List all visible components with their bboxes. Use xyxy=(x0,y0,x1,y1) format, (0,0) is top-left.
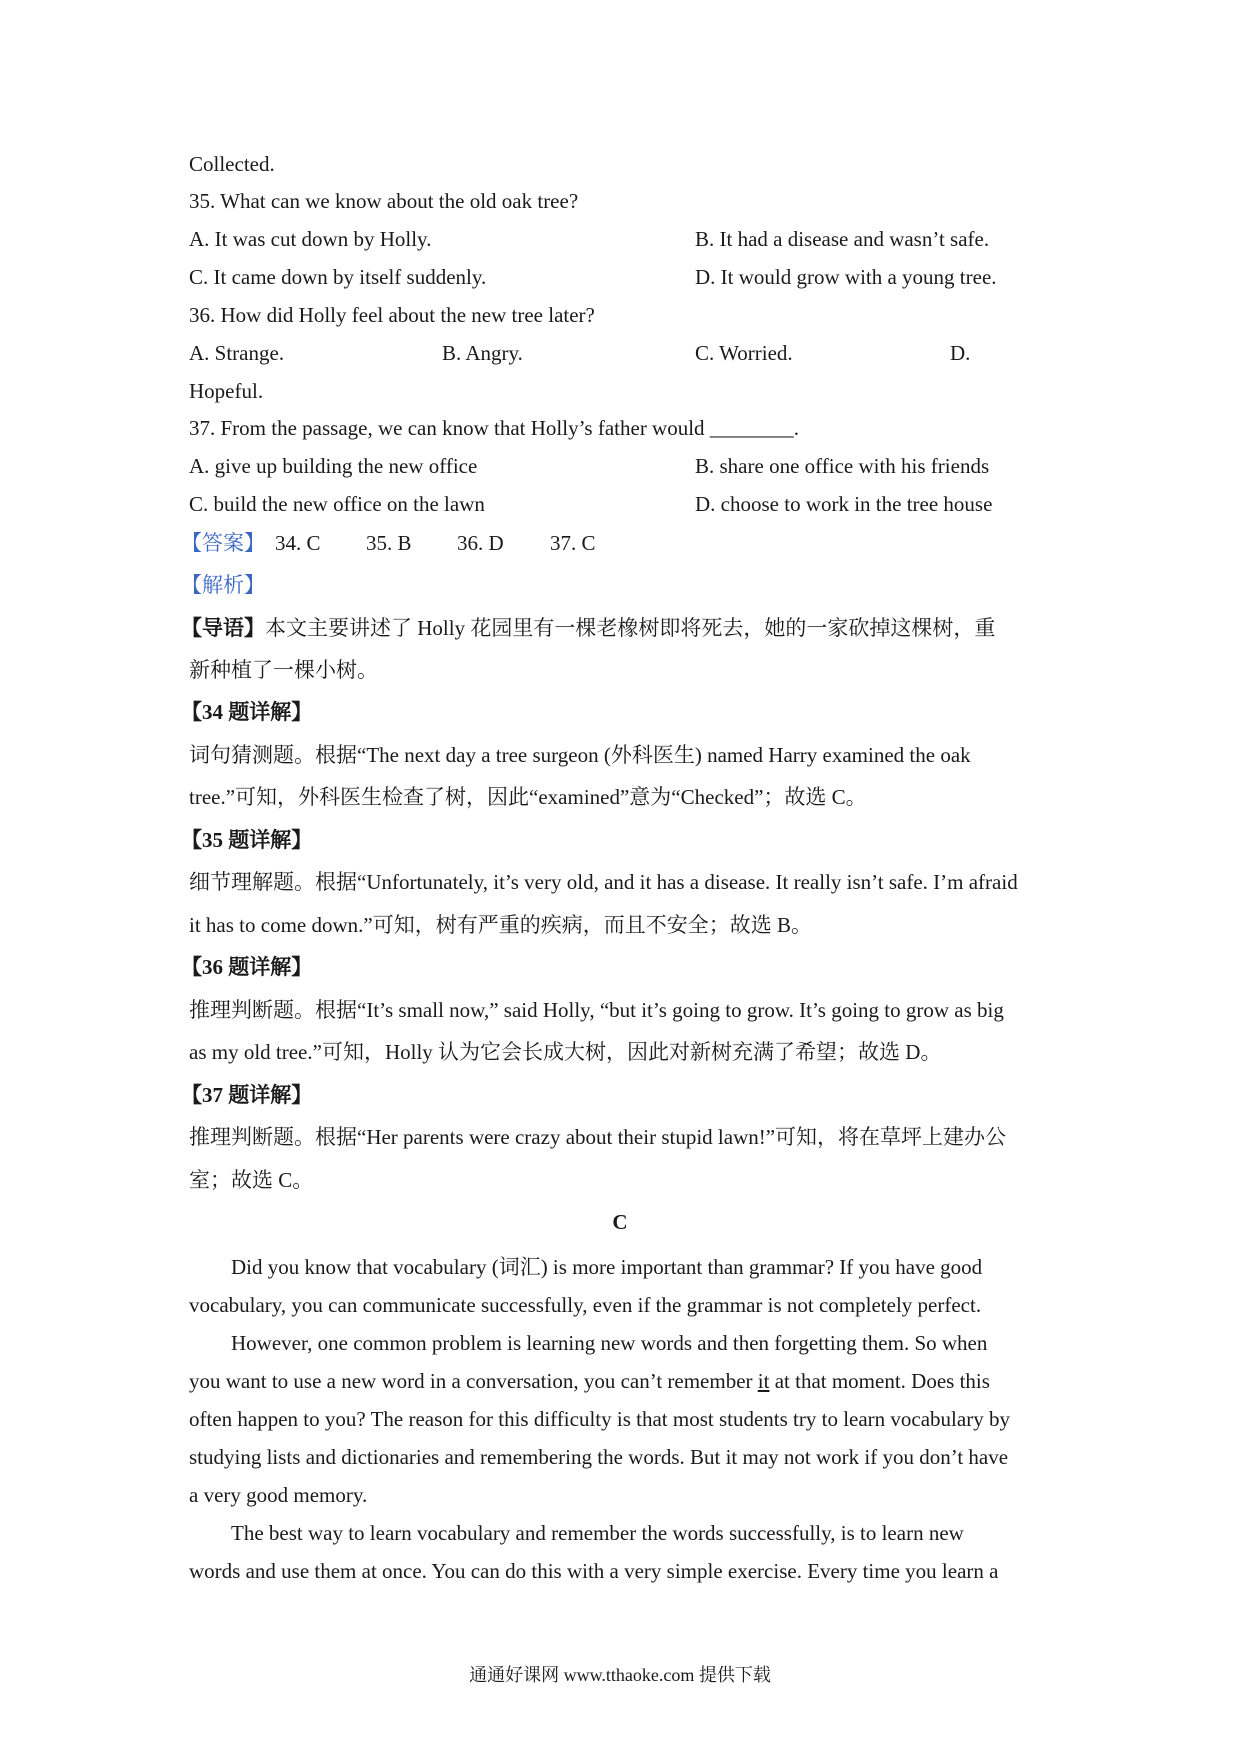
option-a: A. Strange. xyxy=(189,341,285,365)
guide-tag: 【导语】 xyxy=(181,616,265,640)
passage-line: Did you know that vocabulary (词汇) is more important than grammar? If you have good xyxy=(231,1255,983,1279)
analysis-tag: 【解析】 xyxy=(181,573,265,597)
passage-text: at that moment. Does this xyxy=(769,1369,990,1393)
passage-line: The best way to learn vocabulary and remember the words successfully, is to learn new xyxy=(231,1521,964,1545)
option-d: D. It would grow with a young tree. xyxy=(695,265,997,289)
option-b: B. Angry. xyxy=(442,341,523,365)
continued-text: Collected. xyxy=(189,152,275,176)
passage-line: However, one common problem is learning new words and then forgetting them. So when xyxy=(231,1331,988,1355)
passage-line: often happen to you? The reason for this difficulty is that most students try to learn vocabulary by xyxy=(189,1407,1010,1431)
passage-line: vocabulary, you can communicate successfully, even if the grammar is not completely perfect. xyxy=(189,1293,982,1317)
answer-item: 37. C xyxy=(550,531,596,555)
option-d: D. choose to work in the tree house xyxy=(695,492,993,516)
explanation-header: 【35 题详解】 xyxy=(181,828,313,852)
option-a: A. give up building the new office xyxy=(189,454,478,478)
option-c: C. Worried. xyxy=(695,341,793,365)
guide-text: 本文主要讲述了 Holly 花园里有一棵老橡树即将死去，她的一家砍掉这棵树，重 xyxy=(265,616,996,640)
underlined-word: it xyxy=(757,1369,770,1393)
option-b: B. share one office with his friends xyxy=(695,454,990,478)
section-heading: C xyxy=(612,1210,628,1234)
explanation-text: 推理判断题。根据“Her parents were crazy about their stupid lawn!”可知，将在草坪上建办公 xyxy=(189,1125,1007,1149)
explanation-text: tree.”可知，外科医生检查了树，因此“examined”意为“Checked”；故选 C。 xyxy=(189,785,867,809)
question-stem: 36. How did Holly feel about the new tree later? xyxy=(189,303,595,327)
passage-line: a very good memory. xyxy=(189,1483,368,1507)
answer-item: 35. B xyxy=(366,531,412,555)
page-footer: 通通好课网 www.tthaoke.com 提供下载 xyxy=(469,1665,771,1685)
passage-line: words and use them at once. You can do this with a very simple exercise. Every time you learn a xyxy=(189,1559,999,1583)
passage-text: you want to use a new word in a conversation, you can’t remember xyxy=(189,1369,758,1393)
question-stem: 37. From the passage, we can know that Holly’s father would ________. xyxy=(189,416,800,440)
explanation-text: 词句猜测题。根据“The next day a tree surgeon (外科医生) named Harry examined the oak xyxy=(189,743,971,767)
answer-item: 36. D xyxy=(457,531,504,555)
explanation-text: 推理判断题。根据“It’s small now,” said Holly, “but it’s going to grow. It’s going to grow as big xyxy=(189,998,1004,1022)
option-c: C. It came down by itself suddenly. xyxy=(189,265,487,289)
option-c: C. build the new office on the lawn xyxy=(189,492,485,516)
explanation-header: 【36 题详解】 xyxy=(181,955,313,979)
guide-text: 新种植了一棵小树。 xyxy=(189,658,378,682)
explanation-text: it has to come down.”可知，树有严重的疾病，而且不安全；故选 B。 xyxy=(189,913,812,937)
explanation-text: 室；故选 C。 xyxy=(189,1168,314,1192)
explanation-text: as my old tree.”可知，Holly 认为它会长成大树，因此对新树充满了希望；故选 D。 xyxy=(189,1040,942,1064)
option-d-wrap: Hopeful. xyxy=(189,379,264,403)
answer-item: 34. C xyxy=(275,531,321,555)
option-d: D. xyxy=(950,341,971,365)
passage-line: studying lists and dictionaries and remembering the words. But it may not work if you don’t have xyxy=(189,1445,1009,1469)
question-stem: 35. What can we know about the old oak tree? xyxy=(189,189,579,213)
explanation-text: 细节理解题。根据“Unfortunately, it’s very old, and it has a disease. It really isn’t safe. I’m afraid xyxy=(189,870,1018,894)
explanation-header: 【37 题详解】 xyxy=(181,1083,313,1107)
explanation-header: 【34 题详解】 xyxy=(181,700,313,724)
option-a: A. It was cut down by Holly. xyxy=(189,227,432,251)
option-b: B. It had a disease and wasn’t safe. xyxy=(695,227,990,251)
answer-tag: 【答案】 xyxy=(181,531,265,555)
